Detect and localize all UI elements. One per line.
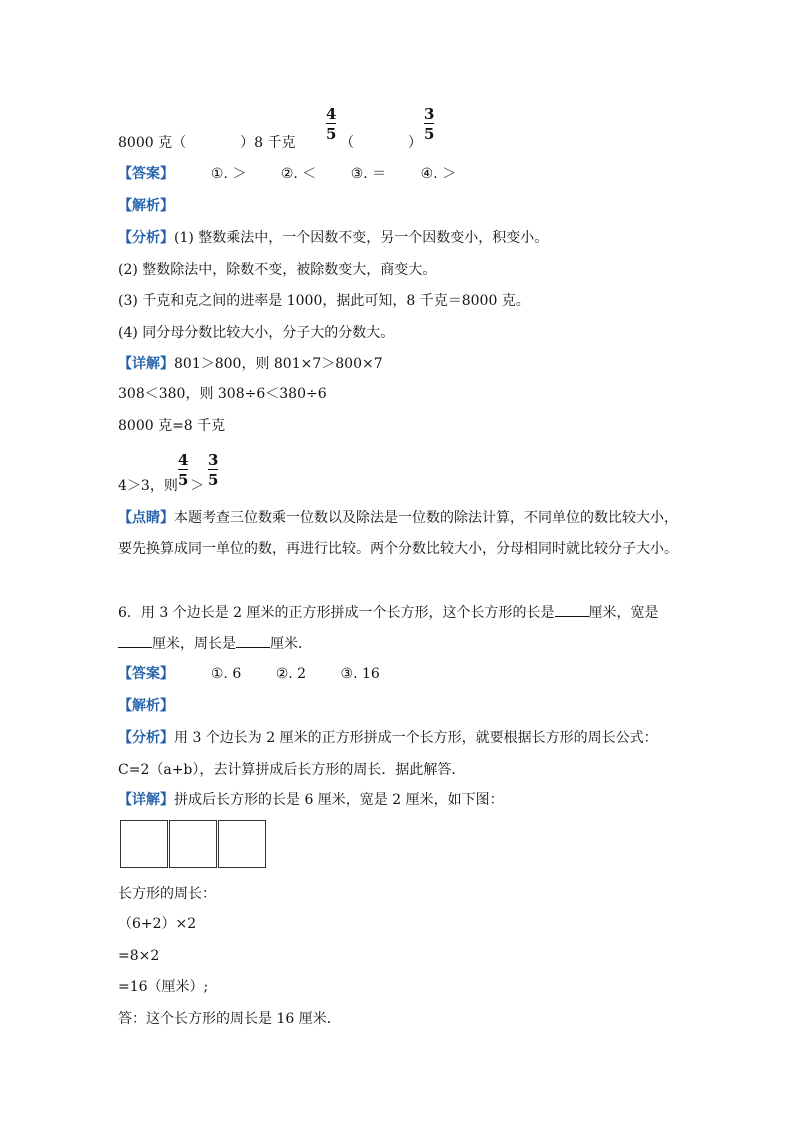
square-1: [120, 820, 168, 868]
q5-answer: [118, 164, 486, 184]
dianjing-line: 【点睛】本题考查三位数乘一位数以及除法是一位数的除法计算，不同单位的数比较大小，: [118, 510, 678, 526]
q6-answer: [118, 664, 410, 684]
xiangjie-fraction-line: 4＞3，则: [118, 478, 178, 494]
fraction-b: 3 5: [424, 105, 435, 143]
xiangjie-line: 【详解】拼成后长方形的长是 6 厘米，宽是 2 厘米，如下图：: [118, 792, 504, 808]
fenxi-line: C=2（a+b），去计算拼成后长方形的周长．据此解答．: [118, 762, 466, 778]
fenxi-line: (4) 同分母分数比较大小，分子大的分数大。: [118, 325, 395, 341]
answer-label: 【答案】: [118, 166, 174, 182]
calc-line: 答：这个长方形的周长是 16 厘米．: [118, 1011, 341, 1027]
xiangjie-line: 8000 克=8 千克: [118, 418, 226, 434]
dianjing-line: 要先换算成同一单位的数，再进行比较。两个分数比较大小，分母相同时就比较分子大小。: [118, 541, 678, 557]
calc-line: =16（厘米）;: [118, 979, 209, 995]
answer-item: ②. 2: [275, 666, 307, 682]
square-3: [218, 820, 266, 868]
answer-item: ①. 6: [210, 666, 242, 682]
answer-blank: [118, 633, 152, 648]
analysis-label: 【解析】: [118, 698, 174, 714]
fenxi-line: 【分析】(1) 整数乘法中，一个因数不变，另一个因数变小，积变小。: [118, 230, 549, 246]
fenxi-line: (2) 整数除法中，除数不变，被除数变大，商变大。: [118, 262, 437, 278]
answer-item: ③. ＝: [350, 166, 387, 182]
xiangjie-line: 308＜380，则 308÷6＜380÷6: [118, 386, 327, 402]
answer-blank: [236, 633, 270, 648]
fraction-compare-paren: （ ）: [340, 135, 422, 151]
q6-question-line: 6．用 3 个边长是 2 厘米的正方形拼成一个长方形，这个长方形的长是 厘米，宽是: [118, 602, 659, 623]
answer-label: 【答案】: [118, 666, 174, 682]
answer-item: ④. ＞: [420, 166, 457, 182]
calc-line: 长方形的周长：: [118, 886, 216, 902]
analysis-label: 【解析】: [118, 198, 174, 214]
fenxi-line: (3) 千克和克之间的进率是 1000，据此可知，8 千克＝8000 克。: [118, 293, 530, 309]
compare-line: [118, 133, 295, 153]
xiangjie-line: 【详解】801＞800，则 801×7＞800×7: [118, 356, 383, 372]
calc-line: （6+2）×2: [118, 916, 197, 932]
answer-blank: [555, 602, 589, 617]
gt-sign: ＞: [190, 478, 204, 494]
answer-item: ③. 16: [340, 666, 380, 682]
square-2: [169, 820, 217, 868]
compare-left: 8000 克（: [118, 135, 187, 151]
fraction-a: 4 5: [326, 105, 337, 143]
fenxi-line: 【分析】用 3 个边长为 2 厘米的正方形拼成一个长方形，就要根据长方形的周长公式：: [118, 730, 658, 746]
calc-line: =8×2: [118, 948, 160, 964]
compare-mid: ）8 千克: [240, 135, 296, 151]
fraction-b-small: 3 5: [208, 451, 219, 489]
answer-item: ①. ＞: [210, 166, 247, 182]
fraction-a-small: 4 5: [178, 451, 189, 489]
q6-question-line: 厘米，周长是 厘米．: [118, 633, 312, 654]
answer-item: ②. ＜: [280, 166, 317, 182]
